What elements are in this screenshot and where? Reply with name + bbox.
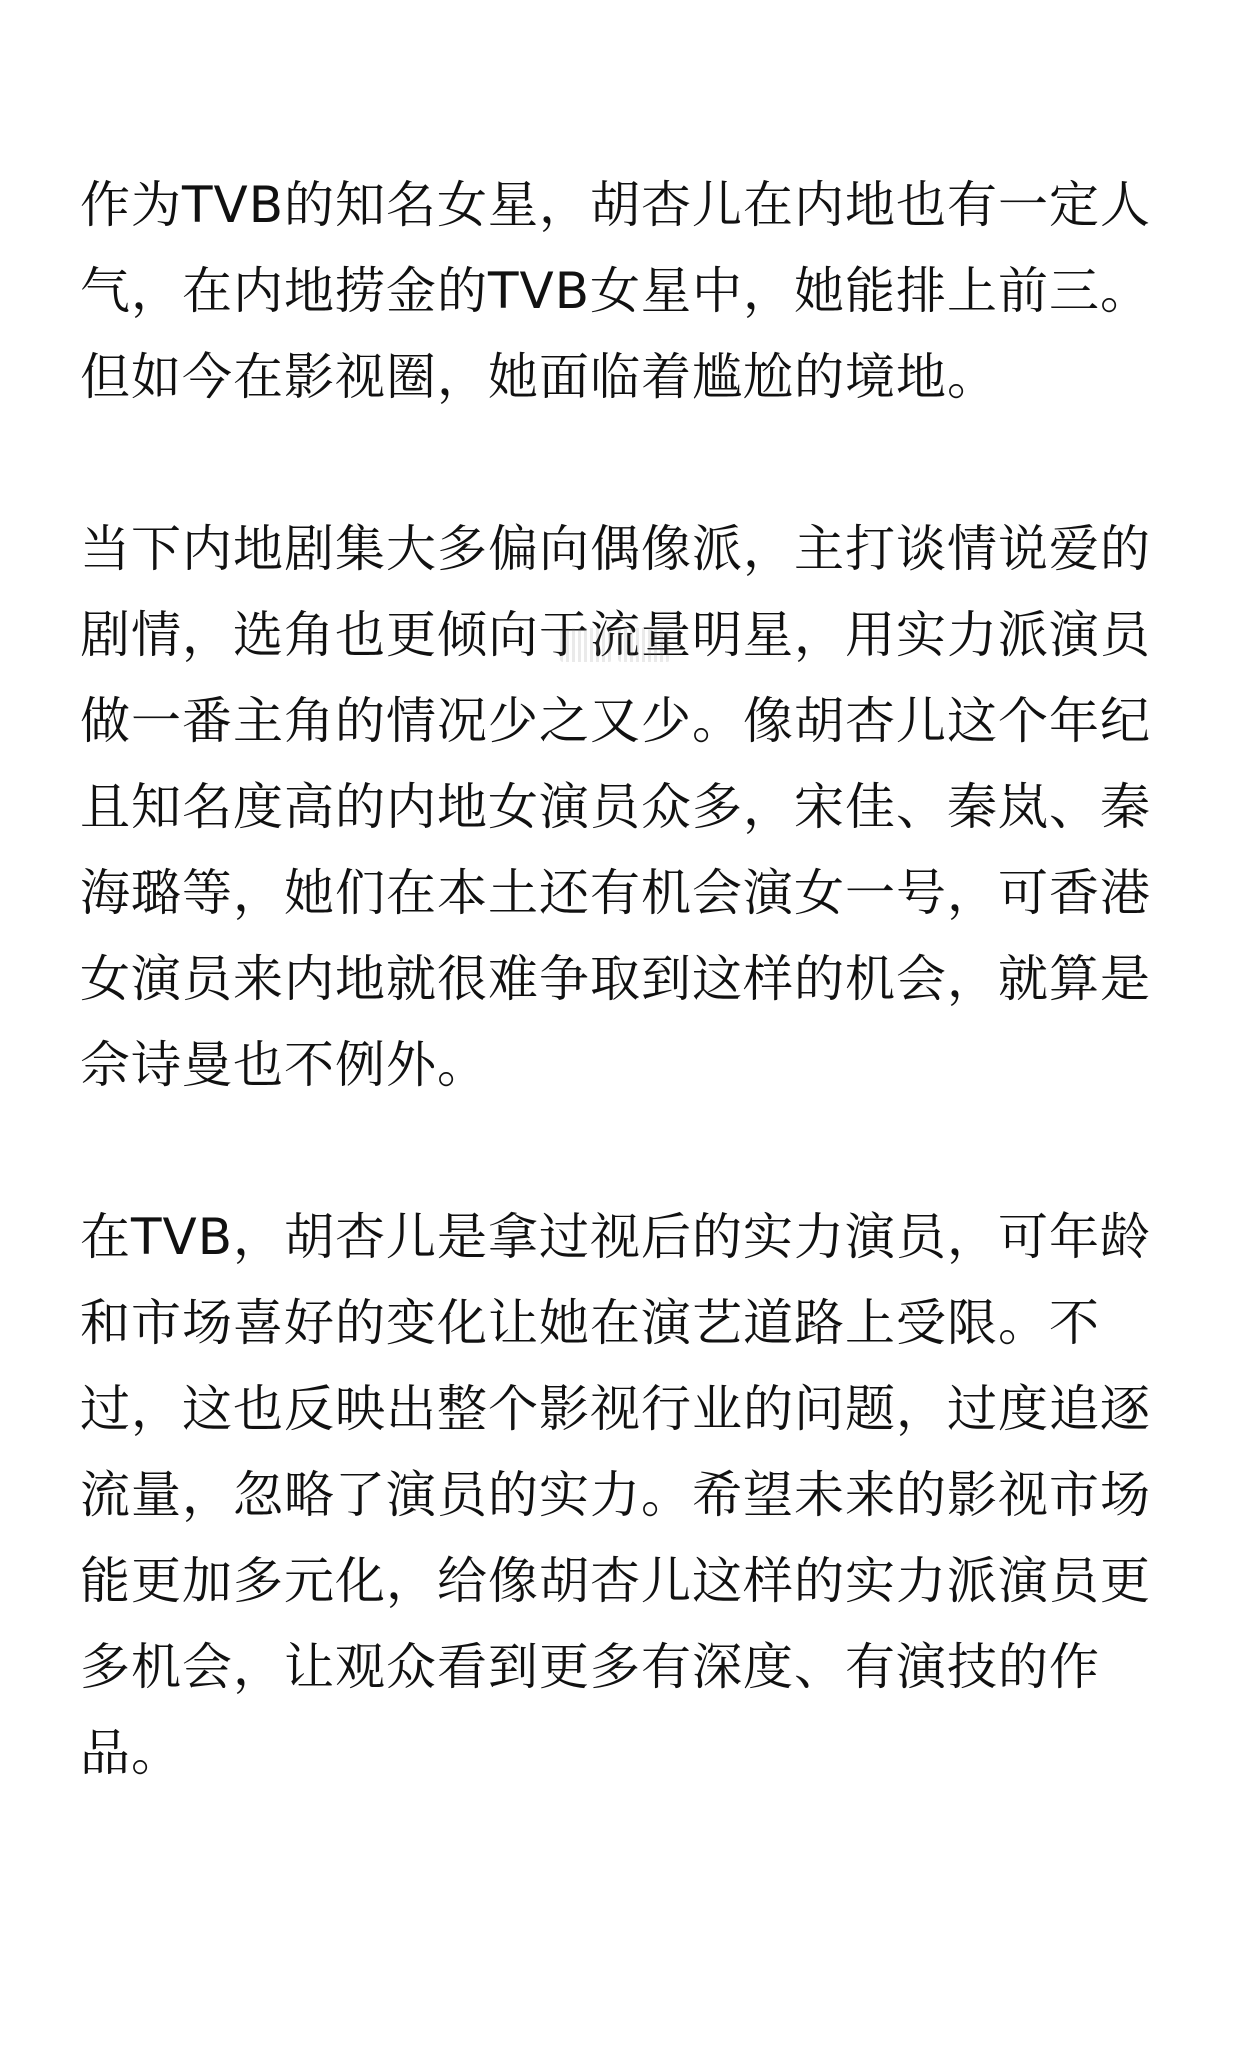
article-body — [80, 162, 1180, 1796]
paragraph-market: 当下内地剧集大多偏向偶像派，主打谈情说爱的剧情，选角也更倾向于流量明星，用实力派演员做一番主角的情况少之又少。像胡杏儿这个年纪且知名度高的内地女演员众多，宋佳、秦岚、秦海璐等，她们在本土还有机会演女一号，可香港女演员来内地就很难争取到这样的机会，就算是佘诗曼也不例外。 — [80, 520, 1151, 1094]
paragraph-intro: 作为TVB的知名女星，胡杏儿在内地也有一定人气，在内地捞金的TVB女星中，她能排上前三。但如今在影视圈，她面临着尴尬的境地。 — [80, 176, 1152, 406]
paragraph-conclusion: 在TVB，胡杏儿是拿过视后的实力演员，可年龄和市场喜好的变化让她在演艺道路上受限。不过，这也反映出整个影视行业的问题，过度追逐流量，忽略了演员的实力。希望未来的影视市场能更加多元化，给像胡杏儿这样的实力派演员更多机会，让观众看到更多有深度、有演技的作品。 — [80, 1208, 1152, 1782]
